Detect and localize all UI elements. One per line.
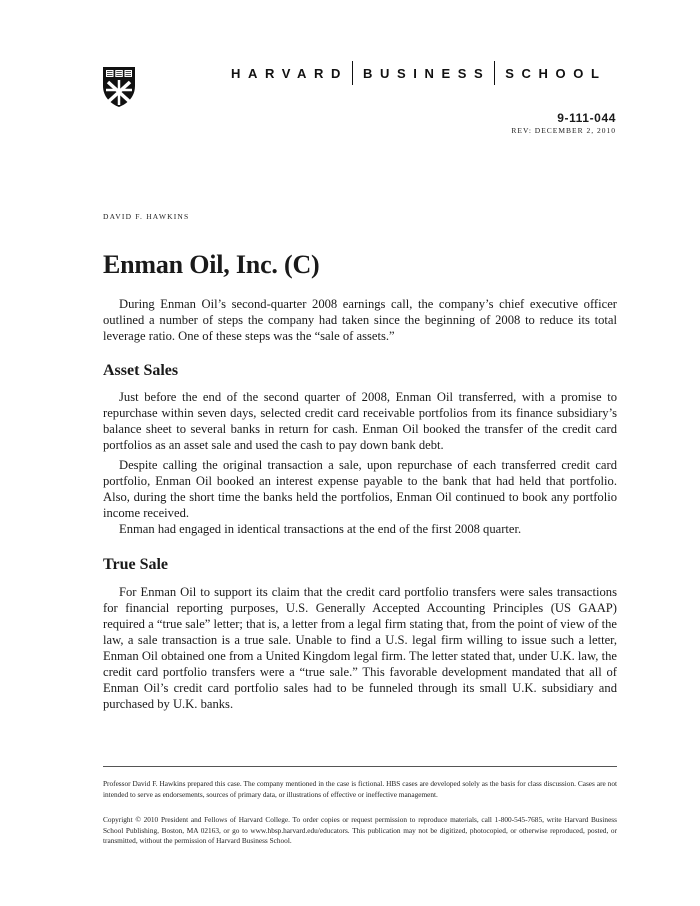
masthead-divider [352, 61, 353, 85]
footer-note: Professor David F. Hawkins prepared this case. The company mentioned in the case is fictional. HBS cases are developed solely as the basis for class discussion. Cases are not intended to serve as endorsements, sources of primary data, or illustrations of effective or ineffective management. [103, 779, 617, 799]
footer-copyright: Copyright © 2010 President and Fellows of Harvard College. To order copies or request permission to reproduce materials, call 1-800-545-7685, write Harvard Business School Publishing, Boston, MA 02163, or go to www.hbsp.harvard.edu/educators. This publication may not be digitized, photocopied, or otherwise reproduced, posted, or transmitted, without the permission of Harvard Business School. [103, 815, 617, 845]
revision-date: REV: DECEMBER 2, 2010 [511, 126, 616, 135]
section-heading-asset-sales: Asset Sales [103, 362, 179, 379]
footer-divider [103, 766, 617, 767]
intro-paragraph: During Enman Oil’s second-quarter 2008 earnings call, the company’s chief executive officer outlined a number of steps the company had taken since the beginning of 2008 to reduce its total leverage ratio. One of these steps was the “sale of assets.” [103, 297, 617, 343]
masthead-divider [494, 61, 495, 85]
masthead-word-school: SCHOOL [505, 65, 607, 81]
masthead-word-business: BUSINESS [363, 65, 491, 81]
hbs-shield-logo [102, 66, 136, 108]
section-heading-true-sale: True Sale [103, 556, 169, 573]
case-title: Enman Oil, Inc. (C) [103, 250, 320, 279]
author-name: DAVID F. HAWKINS [103, 212, 190, 221]
body-paragraph: Just before the end of the second quarter of 2008, Enman Oil transferred, with a promise to repurchase within seven days, selected credit card receivable portfolios from its finance subsidiary’s balance sheet to several banks in return for cash. Enman Oil booked the transfer of the credit card portfolios as an asset sale and used the cash to pay down bank debt. [103, 390, 617, 452]
case-number: 9-111-044 [557, 111, 616, 125]
hbs-masthead [231, 62, 607, 84]
body-paragraph: Enman had engaged in identical transactions at the end of the first 2008 quarter. [119, 522, 522, 536]
masthead-word-harvard: HARVARD [231, 65, 349, 81]
body-paragraph: Despite calling the original transaction a sale, upon repurchase of each transferred credit card portfolio, Enman Oil booked an interest expense payable to the bank that had held that portfolio. Also, during the short time the banks held the portfolios, Enman Oil continued to book any portfolio income received. [103, 458, 617, 520]
body-paragraph: For Enman Oil to support its claim that the credit card portfolio transfers were sales transactions for financial reporting purposes, U.S. Generally Accepted Accounting Principles (US GAAP) required a “true sale” letter; that is, a letter from a legal firm stating that, from the point of view of the law, a sale transaction is a true sale. Unable to find a U.S. legal firm willing to issue such a letter, Enman Oil obtained one from a United Kingdom legal firm. The letter stated that, under U.K. law, the credit card portfolio transfers were a “true sale.” This favorable development mandated that all of Enman Oil’s credit card portfolio sales had to be funneled through its small U.K. subsidiary and purchased by U.K. banks. [103, 585, 617, 711]
